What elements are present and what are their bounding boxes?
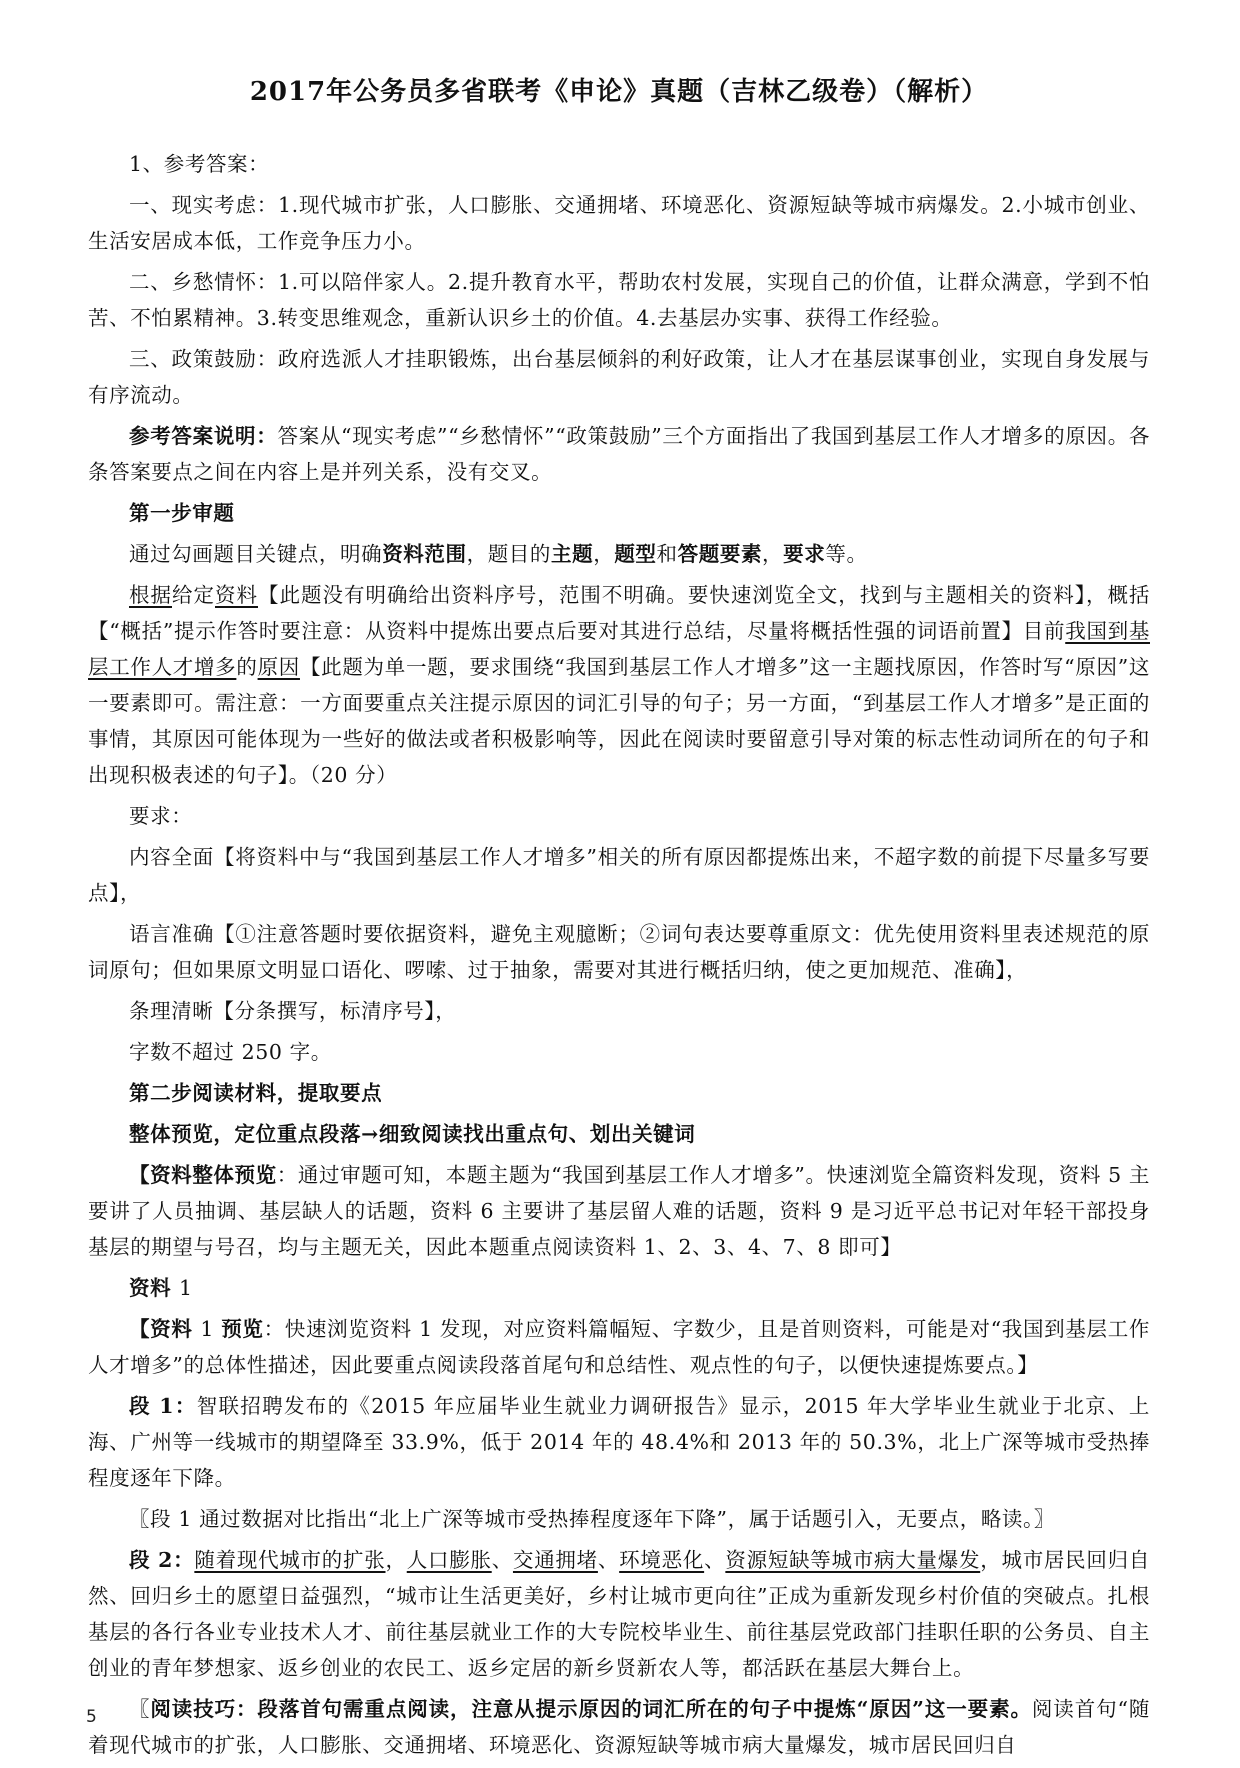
text-run: ：通过审题可知，本题主题为“我国到基层工作人才增多”。快速浏览全篇资料发现，资料 5 主要讲了人员抽调、基层缺人的话题，资料 6 主要讲了基层留人难的话题，资料 9 是习近平总书记对年轻干部投身基层的期望与号召，均与主题无关，因此本题重点阅读资料 1、2、3、4、7、8 即可】	[88, 1163, 1151, 1260]
paragraph-2	[88, 1542, 1150, 1686]
text-run: 一、现实考虑：1.现代城市扩张，人口膨胀、交通拥堵、环境恶化、资源短缺等城市病爆发。2.小城市创业、生活安居成本低，工作竞争压力小。	[88, 193, 1150, 254]
text-run: 1	[178, 1276, 193, 1301]
text-run: 二、乡愁情怀：1.可以陪伴家人。2.提升教育水平，帮助农村发展，实现自己的价值，让群众满意，学到不怕苦、不怕累精神。3.转变思维观念，重新认识乡土的价值。4.去基层办实事、获得工作经验。	[88, 270, 1150, 331]
text-run: 答案从“现实考虑”“乡愁情怀”“政策鼓励”三个方面指出了我国到基层工作人才增多的原因。各条答案要点之间在内容上是并列关系，没有交叉。	[88, 424, 1151, 485]
text-run: 原因	[257, 655, 300, 680]
text-run: 、	[597, 1548, 620, 1573]
material-1-preview	[88, 1311, 1150, 1383]
text-run: ，题目的	[466, 542, 552, 567]
text-run: 整体预览，定位重点段落→细致阅读找出重点句、划出关键词	[129, 1122, 696, 1147]
requirement-accurate	[88, 916, 1150, 988]
text-run: ，城市居民回归自然、回归乡土的愿望日益强烈，“城市让生活更美好，乡村让城市更向往”正成为重新发现乡村价值的突破点。扎根基层的各行各业专业技术人才、前往基层就业工作的大专院校毕业生、前往基层党政部门挂职任职的公务员、自主创业的青年梦想家、返乡创业的农民工、返乡定居的新乡贤新农人等，都活跃在基层大舞台上。	[88, 1548, 1150, 1681]
answer-heading	[88, 146, 1150, 182]
document-page	[88, 74, 1150, 1768]
text-run: 〖段 1 通过数据对比指出“北上广深等城市受热捧程度逐年下降”，属于话题引入，无要点，略读。〗	[129, 1507, 1055, 1532]
text-run: 参考答案说明：	[129, 424, 278, 449]
overall-preview	[88, 1157, 1150, 1265]
text-run: 主题	[551, 542, 594, 567]
text-run: 通过勾画题目关键点，明确	[129, 542, 383, 567]
text-run: 人口膨胀	[406, 1548, 492, 1573]
step-1-heading	[88, 495, 1150, 531]
document-title: 2017年公务员多省联考《申论》真题（吉林乙级卷）（解析）	[249, 77, 989, 107]
text-run: ：快速浏览资料 1 发现，对应资料篇幅短、字数少，且是首则资料，可能是对“我国到基层工作人才增多”的总体性描述，因此要重点阅读段落首尾句和总结性、观点性的句子，以便快速提炼要点。】	[88, 1317, 1151, 1378]
text-run: 给定	[172, 583, 215, 608]
text-run: 1、参考答案：	[129, 152, 270, 177]
answer-point-2	[88, 264, 1150, 336]
text-run: 、	[704, 1548, 726, 1573]
text-run: 要求：	[129, 804, 193, 829]
requirements-label	[88, 798, 1150, 834]
text-run: 的	[236, 655, 258, 680]
text-run: 和	[656, 542, 678, 567]
material-1-heading	[88, 1270, 1150, 1306]
text-run: 资料	[129, 1276, 179, 1301]
text-run: 智联招聘发布的《2015 年应届毕业生就业力调研报告》显示，2015 年大学毕业生就业于北京、上海、广州等一线城市的期望降至 33.9%，低于 2014 年的 48.4%和 2013 年的 50.3%，北上广深等城市受热捧程度逐年下降。	[88, 1394, 1150, 1491]
answer-point-3	[88, 341, 1150, 413]
requirement-clear	[88, 993, 1150, 1029]
text-run: ，	[762, 542, 784, 567]
text-run: 三、政策鼓励：政府选派人才挂职锻炼，出台基层倾斜的利好政策，让人才在基层谋事创业，实现自身发展与有序流动。	[88, 347, 1150, 408]
text-run: 答题要素	[677, 542, 763, 567]
text-run: 〖	[129, 1697, 151, 1722]
text-run: 阅读技巧：段落首句需重点阅读，注意从提示原因的词汇所在的句子中提炼“原因”这一要素。	[150, 1697, 1032, 1722]
text-run: 1	[200, 1317, 222, 1342]
text-run: 预览	[221, 1317, 264, 1342]
text-run: 随着现代城市的扩张	[194, 1548, 386, 1573]
document-body	[88, 146, 1150, 1763]
text-run: 交通拥堵	[512, 1548, 598, 1573]
text-run: 资料	[215, 583, 258, 608]
paragraph-1-note	[88, 1501, 1150, 1537]
step-2-subheading	[88, 1116, 1150, 1152]
text-run: 【此题没有明确给出资料序号，范围不明确。要快速浏览全文，找到与主题相关的资料】，概括【“概括”提示作答时要注意：从资料中提炼出要点后要对其进行总结，尽量将概括性强的词语前置】目前	[88, 583, 1151, 644]
paragraph-1	[88, 1388, 1150, 1496]
text-run: 条理清晰【分条撰写，标清序号】，	[129, 999, 457, 1024]
text-run: 我国到基层工作人才增多	[88, 619, 1150, 680]
text-run: 第二步阅读材料，提取要点	[129, 1081, 383, 1106]
text-run: 字数不超过 250 字。	[129, 1040, 332, 1065]
text-run: 环境恶化	[619, 1548, 705, 1573]
text-run: 【资料	[129, 1317, 201, 1342]
requirement-length	[88, 1034, 1150, 1070]
answer-point-1	[88, 187, 1150, 259]
text-run: 等。	[825, 542, 868, 567]
text-run: 【资料整体预览	[129, 1163, 277, 1188]
text-run: 【此题为单一题，要求围绕“我国到基层工作人才增多”这一主题找原因，作答时写“原因”这一要素即可。需注意：一方面要重点关注提示原因的词汇引导的句子；另一方面，“到基层工作人才增多”是正面的事情，其原因可能体现为一些好的做法或者积极影响等，因此在阅读时要留意引导对策的标志性动词所在的句子和出现积极表述的句子】。（20 分）	[88, 655, 1150, 788]
text-run: 资料范围	[382, 542, 467, 567]
text-run: 根据	[129, 583, 172, 608]
text-run: 语言准确【①注意答题时要依据资料，避免主观臆断；②词句表达要尊重原文：优先使用资料里表述规范的原词原句；但如果原文明显口语化、啰嗦、过于抽象，需要对其进行概括归纳，使之更加规范、准确】，	[88, 922, 1150, 983]
text-run: 第一步审题	[129, 501, 235, 526]
text-run: ，	[385, 1548, 407, 1573]
text-run: 段 2：	[129, 1548, 195, 1573]
question-analysis	[88, 577, 1150, 793]
text-run: 、	[491, 1548, 513, 1573]
step-1-intro	[88, 536, 1150, 572]
page-number: 5	[86, 1707, 97, 1727]
reading-tip	[88, 1691, 1150, 1763]
text-run: 要求	[783, 542, 826, 567]
step-2-heading	[88, 1075, 1150, 1111]
text-run: 段 1：	[129, 1394, 197, 1419]
requirement-complete	[88, 839, 1150, 911]
text-run: 资源短缺等城市病大量爆发	[725, 1548, 981, 1573]
text-run: 题型	[614, 542, 657, 567]
text-run: 内容全面【将资料中与“我国到基层工作人才增多”相关的所有原因都提炼出来，不超字数的前提下尽量多写要点】，	[88, 845, 1150, 906]
text-run: 阅读首句“随着现代城市的扩张，人口膨胀、交通拥堵、环境恶化、资源短缺等城市病大量爆发，城市居民回归自	[88, 1697, 1150, 1758]
text-run: ，	[593, 542, 615, 567]
answer-explanation	[88, 418, 1150, 490]
